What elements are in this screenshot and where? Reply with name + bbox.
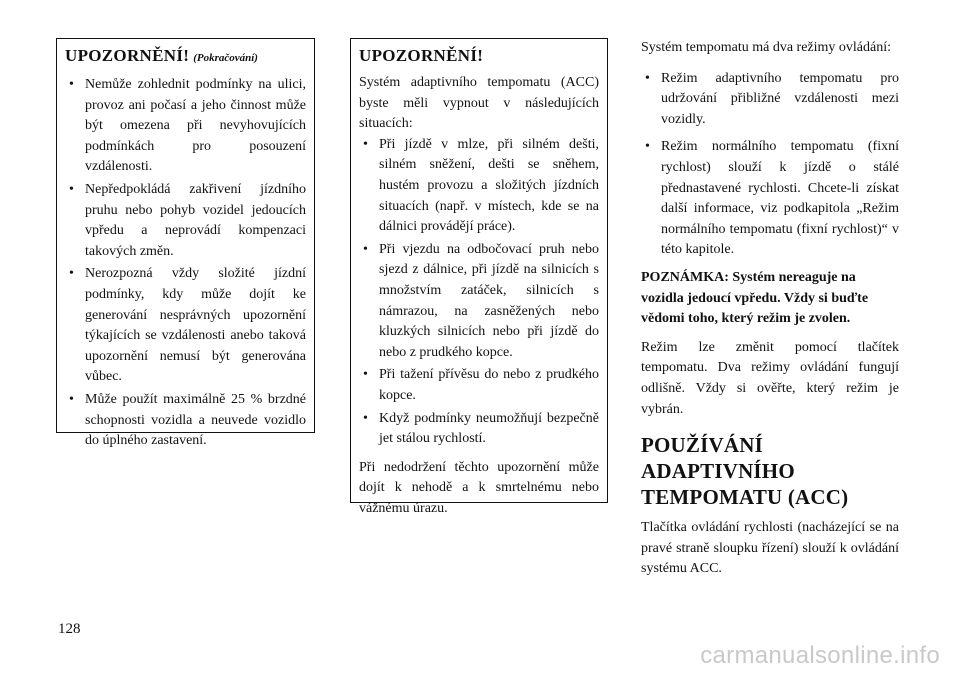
warning-title: UPOZORNĚNÍ!	[359, 46, 484, 65]
list-item: • Režim adaptivního tempomatu pro udržování přibližné vzdálenosti mezi vozidly.	[645, 70, 899, 127]
list-item: • Při vjezdu na odbočovací pruh nebo sjezd z dálnice, při jízdě na silnicích s množstvím zatáček, silnicích s námrazou, na zasněžených nebo kluzkých silnicích nebo při jízdě do nebo z prudkého kopce.	[363, 241, 599, 360]
section-paragraph: Tlačítka ovládání rychlosti (nacházející se na pravé straně sloupku řízení) slouží k ovládání systému ACC.	[641, 520, 899, 577]
warning-box	[350, 38, 608, 516]
note-paragraph: POZNÁMKA: Systém nereaguje na vozidla jedoucí vpředu. Vždy si buďte vědomi toho, který režim je zvolen.	[641, 269, 869, 327]
body-paragraph: Režim lze změnit pomocí tlačítek tempomatu. Dva režimy ovládání fungují odlišně. Vždy si ověřte, který režim je vybrán.	[641, 339, 899, 417]
warning-intro: Systém adaptivního tempomatu (ACC) byste měli vypnout v následujících situacích:	[359, 75, 599, 132]
body-column	[641, 38, 899, 580]
watermark: carmanualsonline.info	[700, 642, 940, 669]
warning-bullet-list	[65, 75, 306, 452]
list-item: • Při tažení přívěsu do nebo z prudkého kopce.	[363, 367, 599, 403]
continued-label: (Pokračování)	[193, 52, 258, 64]
warning-bullet-list	[359, 135, 599, 450]
page-number: 128	[58, 621, 81, 637]
list-item: • Nemůže zohlednit podmínky na ulici, provoz ani počasí a jeho činnost může být omezena při nevyhovujících podmínkách pro posouzení vzdálenosti.	[69, 77, 306, 175]
list-item: • Nepředpokládá zakřivení jízdního pruhu nebo pohyb vozidel jedoucích vpředu a neprovádí kompenzaci takových změn.	[69, 181, 306, 259]
modes-list	[641, 69, 899, 261]
warning-title: UPOZORNĚNÍ! (Pokračování)	[65, 46, 258, 65]
list-item: • Může použít maximálně 25 % brzdné schopnosti vozidla a neuvede vozidlo do úplného zastavení.	[69, 391, 306, 449]
list-item: • Když podmínky neumožňují bezpečně jet stálou rychlostí.	[363, 410, 599, 447]
section-heading: POUŽÍVÁNÍ ADAPTIVNÍHO TEMPOMATU (ACC)	[641, 433, 849, 510]
list-item: • Režim normálního tempomatu (fixní rychlost) slouží k jízdě o stálé přednastavené rychlosti. Chcete-li získat další informace, viz podkapitola „Režim normálního tempomatu (fixní rychlost)“ v této kapitole.	[645, 139, 899, 258]
warning-closing: Při nedodržení těchto upozornění může dojít k nehodě a k smrtelnému nebo vážnému úrazu.	[359, 459, 599, 516]
list-item: • Nerozpozná vždy složité jízdní podmínky, kdy může dojít ke generování nesprávných upozornění týkajících se vzdálenosti anebo taková upozornění nemusí být generována vůbec.	[69, 266, 306, 385]
modes-intro: Systém tempomatu má dva režimy ovládání:	[641, 40, 891, 55]
warning-box-continued	[56, 38, 315, 449]
list-item: • Při jízdě v mlze, při silném dešti, silném sněžení, dešti se sněhem, hustém provozu a složitých jízdních situacích (např. v místech, kde se na dálnici provádějí práce).	[363, 136, 599, 235]
